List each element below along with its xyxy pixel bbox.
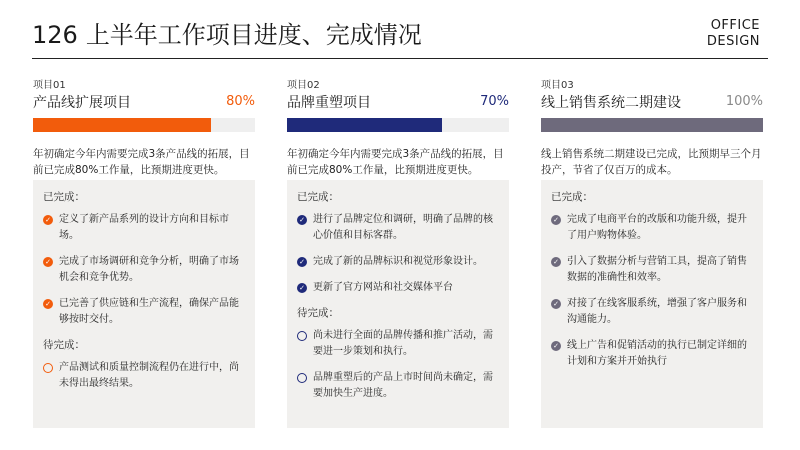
project-percent: 70% — [480, 94, 509, 109]
done-item-text: 完成了市场调研和竞争分析，明确了市场机会和竞争优势。 — [59, 256, 239, 283]
done-item-text: 完成了新的品牌标识和视觉形象设计。 — [313, 256, 483, 267]
progress-bar — [287, 118, 509, 132]
project-card-2 — [287, 80, 509, 180]
done-item — [297, 212, 499, 244]
project-card-3 — [541, 80, 763, 180]
todo-item — [297, 370, 499, 402]
project-number: 项目01 — [33, 80, 66, 91]
todo-item-text: 产品测试和质量控制流程仍在进行中，尚未得出最终结果。 — [59, 362, 239, 389]
page-title — [32, 20, 422, 50]
empty-circle-icon — [297, 331, 307, 341]
done-item-text: 定义了新产品系列的设计方向和目标市场。 — [59, 214, 229, 241]
todo-heading: 待完成： — [297, 307, 339, 319]
progress-bar-fill — [541, 118, 763, 132]
todo-item-text: 品牌重塑后的产品上市时间尚未确定，需要加快生产进度。 — [313, 372, 493, 399]
todo-heading: 待完成： — [43, 339, 85, 351]
project-description: 线上销售系统二期建设已完成，比预期早三个月投产，节省了仅百万的成本。 — [541, 148, 762, 176]
done-item — [551, 212, 753, 244]
done-item — [297, 254, 499, 270]
done-item-text: 对接了在线客服系统，增强了客户服务和沟通能力。 — [567, 298, 747, 325]
project-card-1 — [33, 80, 255, 180]
done-heading: 已完成： — [297, 191, 339, 203]
brand-line-2: DESIGN — [706, 34, 760, 49]
done-item — [43, 254, 245, 286]
todo-item — [43, 360, 245, 392]
progress-bar — [541, 118, 763, 132]
check-circle-icon: ✓ — [43, 257, 53, 267]
status-panel-2 — [287, 180, 509, 428]
slide-number: 126 — [32, 21, 78, 49]
check-circle-icon: ✓ — [297, 215, 307, 225]
done-item-text: 更新了官方网站和社交媒体平台 — [313, 282, 453, 293]
brand-logo-text — [707, 18, 760, 50]
done-item — [43, 296, 245, 328]
done-item-text: 完成了电商平台的改版和功能升级，提升了用户购物体验。 — [567, 214, 747, 241]
done-heading: 已完成： — [43, 191, 85, 203]
check-circle-icon: ✓ — [551, 257, 561, 267]
progress-bar-fill — [287, 118, 442, 132]
todo-item — [297, 328, 499, 360]
done-item — [551, 296, 753, 328]
progress-bar-fill — [33, 118, 211, 132]
status-panel-1 — [33, 180, 255, 428]
project-number: 项目03 — [541, 80, 574, 91]
header-divider — [32, 58, 768, 59]
check-circle-icon: ✓ — [43, 299, 53, 309]
project-name: 线上销售系统二期建设 — [541, 95, 681, 111]
check-circle-icon: ✓ — [297, 283, 307, 293]
done-item-text: 已完善了供应链和生产流程，确保产品能够按时交付。 — [59, 298, 239, 325]
project-description: 年初确定今年内需要完成3条产品线的拓展，目前已完成80%工作量，比预期进度更快。 — [287, 148, 504, 176]
progress-bar — [33, 118, 255, 132]
empty-circle-icon — [43, 363, 53, 373]
done-item — [297, 280, 499, 296]
done-item — [551, 254, 753, 286]
done-item — [551, 338, 753, 370]
check-circle-icon: ✓ — [297, 257, 307, 267]
done-heading: 已完成： — [551, 191, 593, 203]
check-circle-icon: ✓ — [551, 299, 561, 309]
project-description: 年初确定今年内需要完成3条产品线的拓展，目前已完成80%工作量，比预期进度更快。 — [33, 148, 250, 176]
done-item-text: 线上广告和促销活动的执行已制定详细的计划和方案并开始执行 — [567, 340, 747, 367]
brand-line-1: OFFICE — [710, 18, 760, 33]
todo-item-text: 尚未进行全面的品牌传播和推广活动，需要进一步策划和执行。 — [313, 330, 493, 357]
title-text: 上半年工作项目进度、完成情况 — [85, 21, 422, 49]
done-item-text: 进行了品牌定位和调研，明确了品牌的核心价值和目标客群。 — [313, 214, 493, 241]
project-name: 品牌重塑项目 — [287, 95, 371, 111]
done-item-text: 引入了数据分析与营销工具，提高了销售数据的准确性和效率。 — [567, 256, 747, 283]
check-circle-icon: ✓ — [551, 341, 561, 351]
status-panel-3 — [541, 180, 763, 428]
project-name: 产品线扩展项目 — [33, 95, 131, 111]
check-circle-icon: ✓ — [551, 215, 561, 225]
project-percent: 80% — [226, 94, 255, 109]
done-item — [43, 212, 245, 244]
empty-circle-icon — [297, 373, 307, 383]
check-circle-icon: ✓ — [43, 215, 53, 225]
project-percent: 100% — [725, 94, 763, 109]
slide-header — [32, 14, 768, 58]
project-number: 项目02 — [287, 80, 320, 91]
